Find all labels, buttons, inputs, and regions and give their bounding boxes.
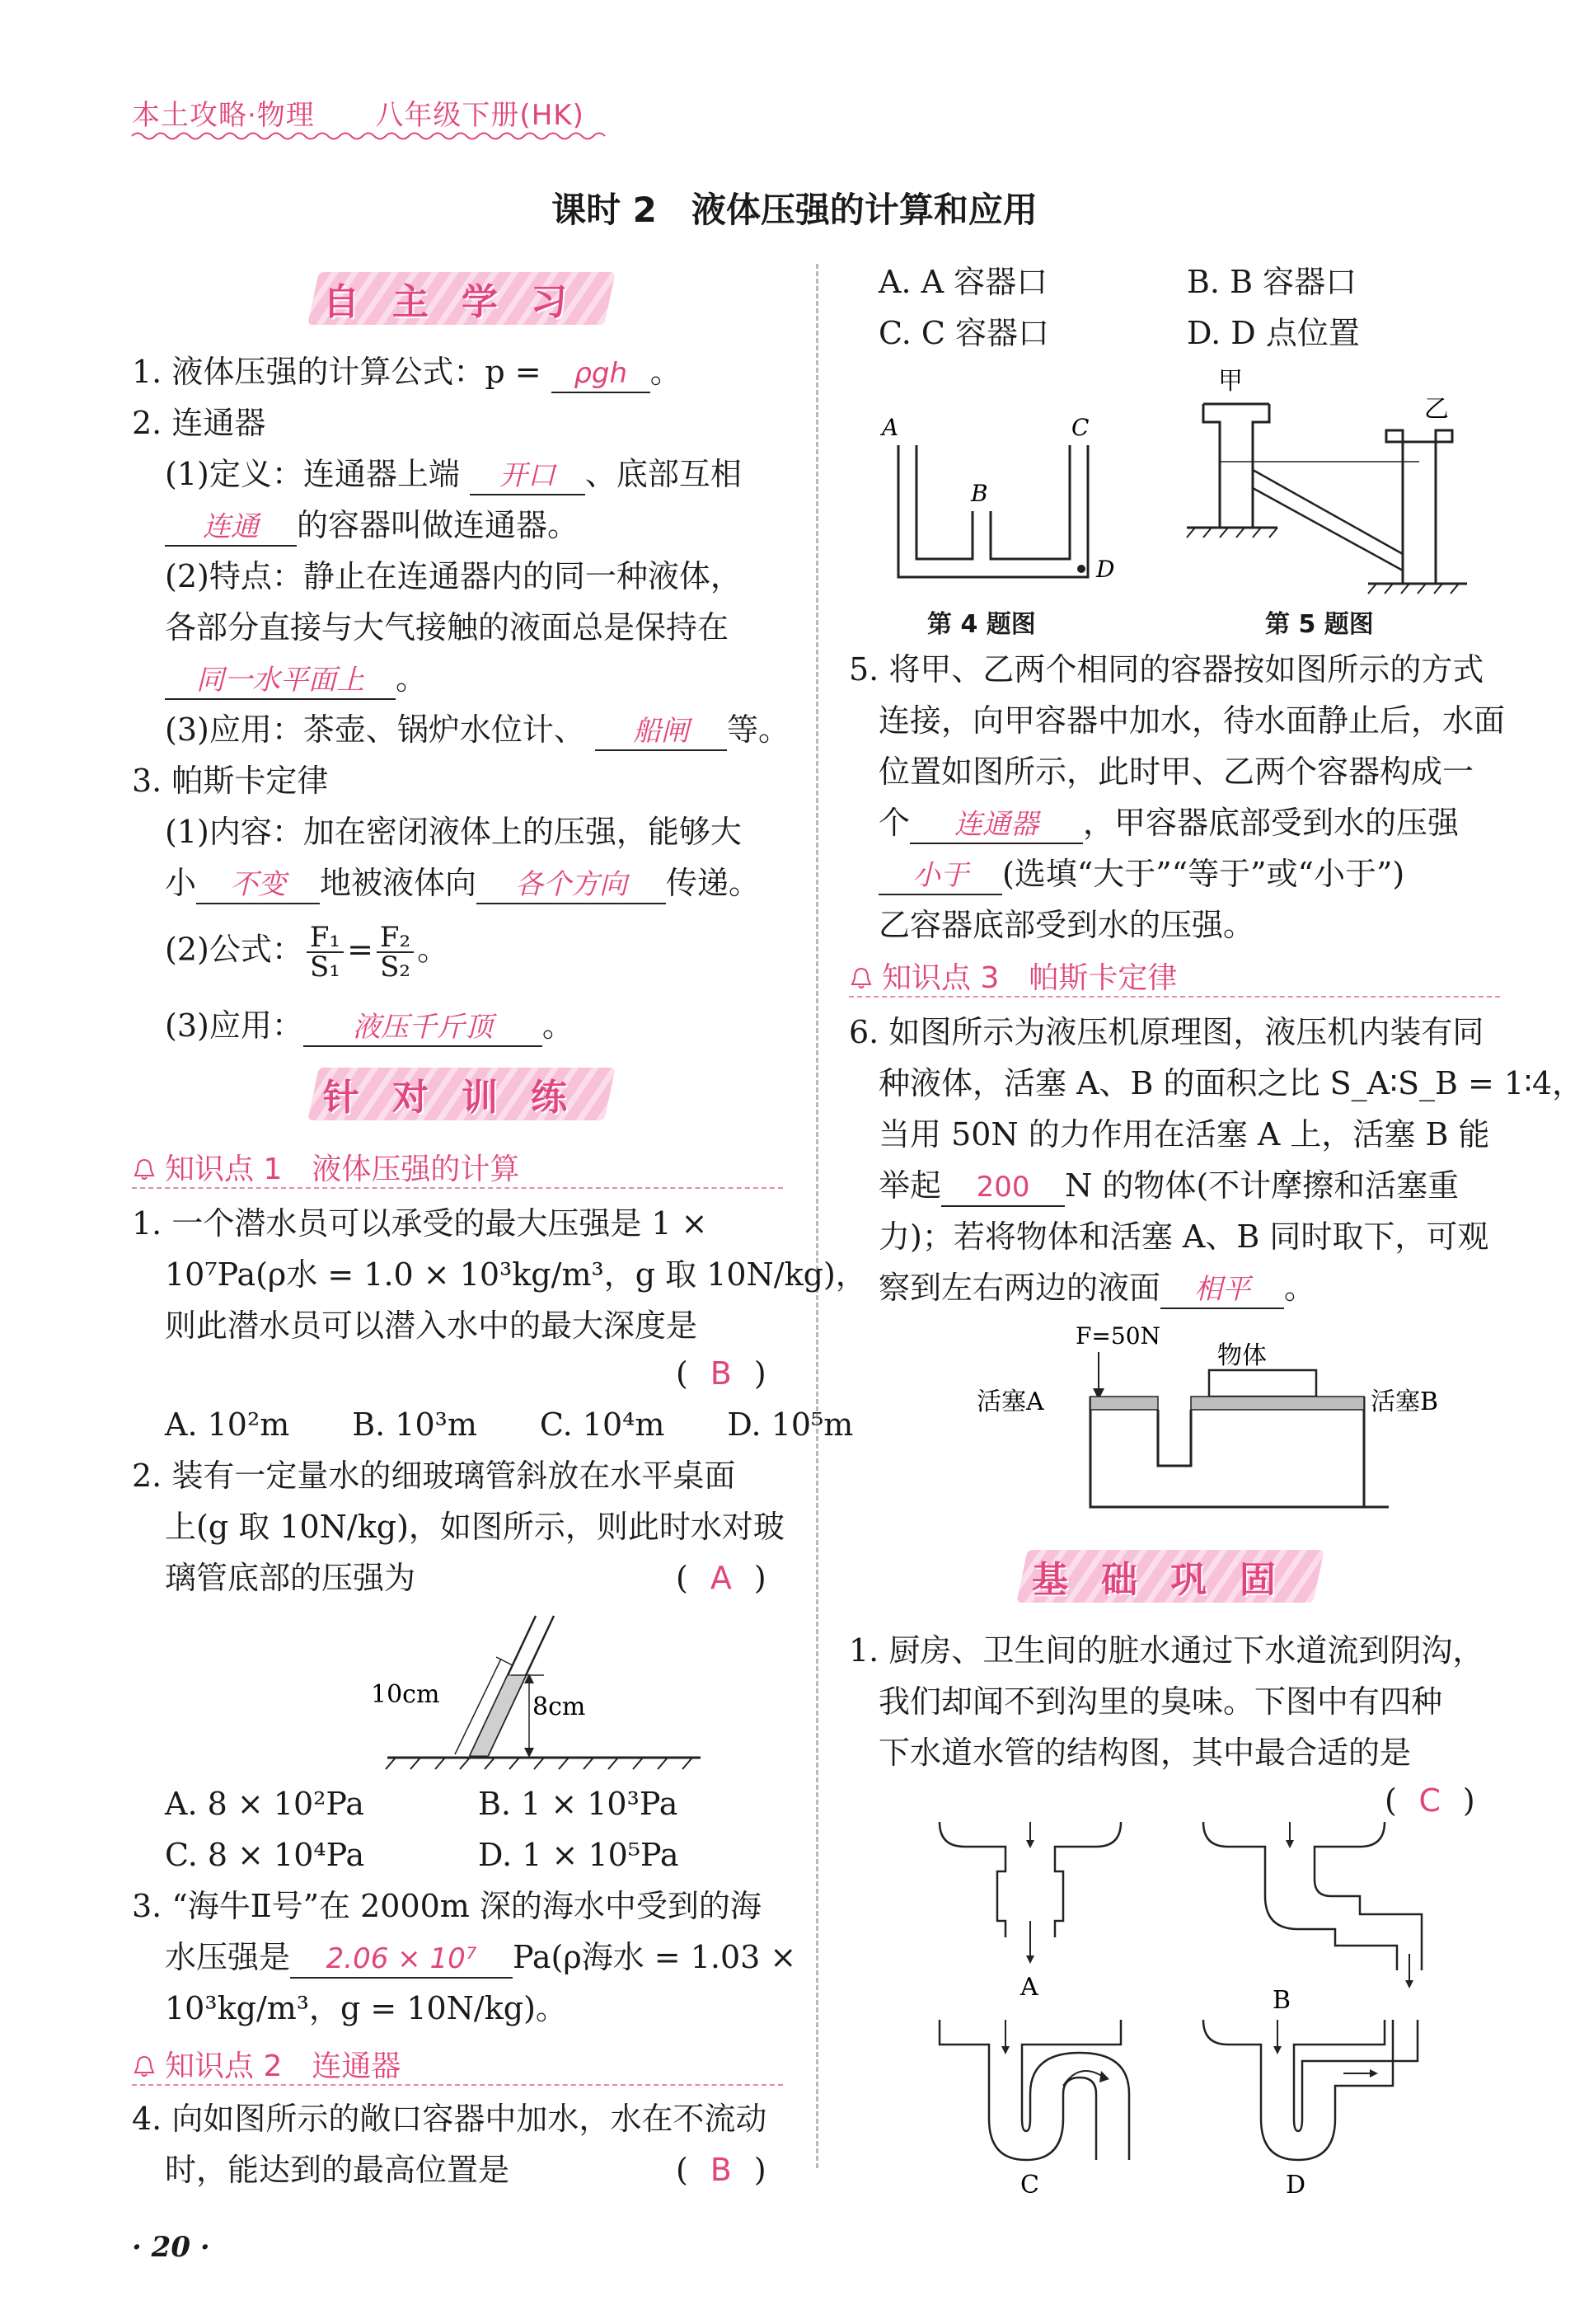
pipe-b [1203,1822,1422,2015]
fraction-f1-s1: $\frac{\text{F₁}}{\text{S₁}}$ [307,923,344,981]
q4-line-2: 时，能达到的最高位置是 [165,2152,510,2188]
ss-line-10: (1)内容：加在密闭液体上的压强，能够大 [165,814,742,850]
answer-formula: ρgh [551,355,650,393]
q1-line-2: 10⁷Pa(ρ水 = 1.0 × 10³kg/m³，g 取 10N/kg)， [165,1256,867,1293]
pipe-label-b: B [1273,1986,1291,2015]
ss-line-12: (2)公式： $\frac{\text{F₁}}{\text{S₁}}$ = $\frac{\text{F₂}}{\text{S₂}}$ 。 [165,921,449,984]
knowledge-point-2: 知识点 2 连通器 [132,2043,401,2085]
q5-answer-1: 连通器 [910,806,1083,844]
label-8cm: 8cm [532,1693,586,1721]
ss-line-13: (3)应用： 液压千斤顶 。 [165,1004,574,1047]
q5-connected-containers-figure [1187,363,1484,602]
label-piston-b: 活塞B [1371,1387,1439,1416]
pipe-c [940,2020,1129,2200]
ss-line-11: 小 不变 地被液体向 各个方向 传递。 [165,862,760,904]
q1-line-3: 则此潜水员可以潜入水中的最大深度是 [165,1308,698,1344]
label-d: D [1096,556,1115,583]
q2-line-3: 璃管底部的压强为 [165,1560,416,1596]
q1-answer: B [710,1355,732,1392]
q2-answer-paren: ( A ) [676,1556,766,1599]
column-divider [816,264,818,2168]
ss-line-6: 各部分直接与大气接触的液面总是保持在 [165,609,729,646]
q5-line-1: 5. 将甲、乙两个相同的容器按如图所示的方式 [849,651,1484,688]
q2-line-1: 2. 装有一定量水的细玻璃管斜放在水平桌面 [132,1458,736,1494]
page-number: · 20 · [132,2231,210,2264]
pipe-d [1203,2020,1418,2200]
q5-line-4: 个 连通器 ，甲容器底部受到水的压强 [879,801,1459,844]
bell-icon [132,2054,157,2079]
label-a: A [882,414,899,441]
label-yi: 乙 [1424,395,1449,424]
knowledge-point-1: 知识点 1 液体压强的计算 [132,1146,519,1188]
q6-answer-2: 相平 [1160,1271,1284,1309]
c1-line-1: 1. 厨房、卫生间的脏水通过下水道流到阴沟， [849,1632,1484,1669]
answer-open: 开口 [470,458,585,495]
label-c: C [1071,414,1090,441]
header-wave-underline [132,130,610,142]
q3-line-2: 水压强是 2.06 × 10⁷ Pa(ρ海水 = 1.03 × [165,1936,796,1979]
kp3-underline [849,996,1500,998]
q5-line-6: 乙容器底部受到水的压强。 [879,907,1255,943]
q4-caption: 第 4 题图 [927,610,1036,639]
q1-line-1: 1. 一个潜水员可以承受的最大压强是 1 × [132,1205,708,1242]
pipe-a [940,1822,1121,2002]
q6-line-1: 6. 如图所示为液压机原理图，液压机内装有同 [849,1014,1484,1050]
ss-line-2: 2. 连通器 [132,405,266,441]
q5-line-5: 小于 (选填“大于”“等于”或“小于”) [879,852,1404,895]
knowledge-point-3: 知识点 3 帕斯卡定律 [849,955,1177,997]
q2-line-2: 上(g 取 10N/kg)，如图所示，则此时水对玻 [165,1509,785,1545]
ss-line-1: 1. 液体压强的计算公式：p = ρgh 。 [132,350,682,393]
ss-line-3: (1)定义：连通器上端 开口 、底部互相 [165,453,742,495]
training-banner: 针对训练 [313,1068,610,1120]
q2-option-a: A. 8 × 10²Pa [165,1786,364,1822]
label-object: 物体 [1217,1341,1267,1370]
answer-jack: 液压千斤顶 [303,1009,542,1047]
q5-line-3: 位置如图所示，此时甲、乙两个容器构成一 [879,754,1474,790]
q4-option-b: B. B 容器口 [1187,264,1357,300]
q3-line-3: 10³kg/m³，g = 10N/kg)。 [165,1990,567,2026]
q4-answer: B [710,2152,732,2188]
q5-line-2: 连接，向甲容器中加水，待水面静止后，水面 [879,702,1506,739]
answer-connected: 连通 [165,509,297,547]
bell-icon [132,1157,157,1182]
ss-line-8: (3)应用：茶壶、锅炉水位计、 船闸 等。 [165,708,790,751]
consolidation-banner: 基础巩固 [1022,1550,1319,1603]
c1-answer: C [1418,1782,1441,1819]
c1-answer-paren: ( C ) [1385,1779,1475,1822]
pipe-label-d: D [1286,2171,1306,2200]
book-header [132,92,584,133]
q2-option-d: D. 1 × 10⁵Pa [478,1837,679,1873]
q2-tilted-tube-figure [371,1608,717,1781]
label-jia: 甲 [1218,367,1243,396]
answer-lock: 船闸 [595,713,727,751]
q4-option-d: D. D 点位置 [1187,315,1360,351]
label-piston-a: 活塞A [977,1387,1044,1416]
q4-option-c: C. C 容器口 [879,315,1050,351]
q2-option-c: C. 8 × 10⁴Pa [165,1837,365,1873]
pipe-label-c: C [1020,2171,1039,2200]
kp2-underline [132,2084,783,2086]
q2-answer: A [710,1560,732,1596]
label-force: F=50N [1076,1322,1161,1350]
q6-line-5: 力)；若将物体和活塞 A、B 同时取下，可观 [879,1218,1489,1255]
self-study-banner: 自主学习 [313,272,610,325]
ss-line-7: 同一水平面上 。 [165,657,427,700]
q4-container-figure [865,404,1129,594]
grade-label: 八年级下册(HK) [375,99,584,132]
lesson-title: 课时 2 液体压强的计算和应用 [551,190,1038,230]
c1-line-3: 下水道水管的结构图，其中最合适的是 [879,1735,1412,1771]
drain-pipes-figure [931,1814,1442,2200]
q1-options: A. 10²m B. 10³m C. 10⁴m D. 10⁵m [165,1406,854,1443]
ss-line-9: 3. 帕斯卡定律 [132,763,329,799]
ss-line-4: 连通 的容器叫做连通器。 [165,504,579,547]
book-name: 本土攻略·物理 [132,99,315,132]
q6-hydraulic-press-figure [977,1317,1439,1515]
q4-option-a: A. A 容器口 [879,264,1048,300]
kp1-underline [132,1187,783,1189]
q3-answer: 2.06 × 10⁷ [290,1941,513,1979]
answer-same-level: 同一水平面上 [165,662,396,700]
q3-line-1: 3. “海牛Ⅱ号”在 2000m 深的海水中受到的海 [132,1888,762,1924]
label-b: B [971,480,988,507]
answer-all-directions: 各个方向 [476,866,666,904]
q6-line-6: 察到左右两边的液面 相平 。 [879,1266,1315,1309]
answer-unchanged: 不变 [196,866,320,904]
q5-caption: 第 5 题图 [1265,610,1374,639]
fraction-f2-s2: $\frac{\text{F₂}}{\text{S₂}}$ [377,923,414,981]
pipe-label-a: A [1020,1973,1038,2002]
q6-line-2: 种液体，活塞 A、B 的面积之比 S_A∶S_B = 1∶4， [879,1065,1584,1101]
q1-answer-paren: ( B ) [676,1352,766,1395]
q6-line-3: 当用 50N 的力作用在活塞 A 上，活塞 B 能 [879,1116,1490,1153]
q4-line-1: 4. 向如图所示的敞口容器中加水，水在不流动 [132,2101,767,2137]
q5-answer-2: 小于 [879,857,1002,895]
q6-answer-1: 200 [941,1169,1065,1207]
q2-option-b: B. 1 × 10³Pa [478,1786,678,1822]
bell-icon [849,966,874,991]
label-10cm: 10cm [371,1680,440,1709]
ss-line-5: (2)特点：静止在连通器内的同一种液体， [165,558,742,594]
c1-line-2: 我们却闻不到沟里的臭味。下图中有四种 [879,1683,1443,1720]
q6-line-4: 举起 200 N 的物体(不计摩擦和活塞重 [879,1164,1459,1207]
q4-answer-paren: ( B ) [676,2148,766,2191]
